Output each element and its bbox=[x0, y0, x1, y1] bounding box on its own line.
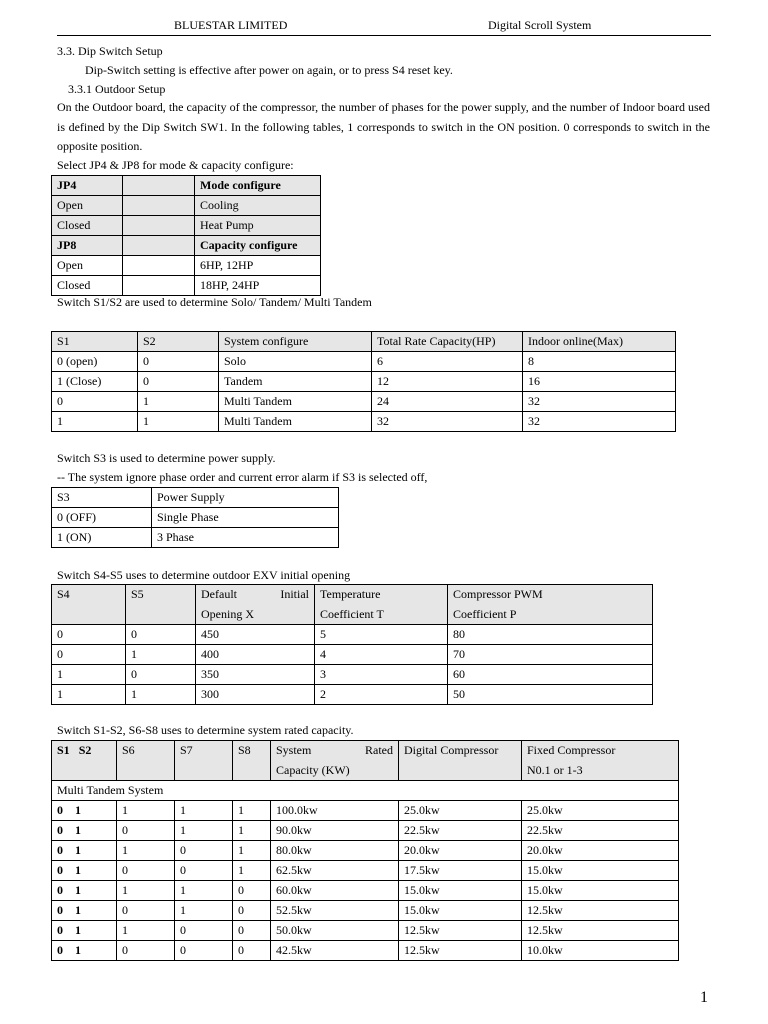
column-header: S3 bbox=[52, 488, 152, 508]
page-number: 1 bbox=[700, 989, 708, 1006]
table-row bbox=[52, 392, 676, 412]
table-cell: 1 (ON) bbox=[52, 528, 152, 548]
table-cell: Capacity configure bbox=[195, 236, 321, 256]
table-cell: 1 bbox=[117, 921, 175, 941]
table-cell: 50.0kw bbox=[271, 921, 399, 941]
table-cell: 0 bbox=[117, 861, 175, 881]
s45-table-intro: Switch S4-S5 uses to determine outdoor EXV initial opening bbox=[57, 568, 351, 582]
table-cell: 18HP, 24HP bbox=[195, 276, 321, 296]
table-cell: 1 bbox=[233, 861, 271, 881]
table-cell: 0 bbox=[117, 901, 175, 921]
table-cell bbox=[123, 216, 195, 236]
table-row bbox=[52, 921, 679, 941]
table-cell: 52.5kw bbox=[271, 901, 399, 921]
table-cell: 0 bbox=[126, 665, 196, 685]
table-cell: 1 bbox=[138, 412, 219, 432]
column-header: Indoor online(Max) bbox=[523, 332, 676, 352]
column-header: Power Supply bbox=[152, 488, 339, 508]
table-cell: 0 bbox=[126, 625, 196, 645]
table-cell: 32 bbox=[372, 412, 523, 432]
table-cell: 0 1 bbox=[52, 801, 117, 821]
column-header: Default Initial Opening X bbox=[196, 585, 315, 625]
table-cell: 0 bbox=[175, 841, 233, 861]
table-cell: 15.0kw bbox=[399, 881, 522, 901]
table-cell bbox=[123, 256, 195, 276]
table-row bbox=[52, 801, 679, 821]
exv-opening-table bbox=[51, 584, 653, 705]
rated-capacity-table bbox=[51, 740, 679, 961]
table-cell: 0 bbox=[52, 625, 126, 645]
table-cell: 1 bbox=[117, 881, 175, 901]
table-cell bbox=[123, 176, 195, 196]
table-cell: 0 bbox=[175, 861, 233, 881]
table-cell: 450 bbox=[196, 625, 315, 645]
table-cell: 17.5kw bbox=[399, 861, 522, 881]
table-cell: JP8 bbox=[52, 236, 123, 256]
column-header: S1 S2 bbox=[52, 741, 117, 781]
column-header: Fixed Compressor N0.1 or 1-3 bbox=[522, 741, 679, 781]
table-group-row bbox=[52, 781, 679, 801]
table-row bbox=[52, 821, 679, 841]
table-row bbox=[52, 196, 321, 216]
table-cell: 4 bbox=[315, 645, 448, 665]
table-cell: 5 bbox=[315, 625, 448, 645]
column-header: S1 bbox=[52, 332, 138, 352]
table-cell: 1 bbox=[126, 645, 196, 665]
table-cell: 1 bbox=[233, 821, 271, 841]
table-row bbox=[52, 372, 676, 392]
header-system: Digital Scroll System bbox=[488, 18, 592, 32]
table-cell: Open bbox=[52, 196, 123, 216]
table-cell: 15.0kw bbox=[522, 881, 679, 901]
header-company: BLUESTAR LIMITED bbox=[174, 18, 288, 32]
column-header: S4 bbox=[52, 585, 126, 625]
table-cell bbox=[123, 236, 195, 256]
intro-paragraph: On the Outdoor board, the capacity of the compressor, the number of phases for the power supply, and the number of Indoor board used is defined by the Dip Switch SW1. In the following tables, 1 corresponds to switch in the ON position. 0 corresponds to switch in the opposite position. bbox=[57, 100, 710, 153]
table-cell: Mode configure bbox=[195, 176, 321, 196]
jp-config-table bbox=[51, 175, 321, 296]
s68-table-intro: Switch S1-S2, S6-S8 uses to determine system rated capacity. bbox=[57, 723, 354, 737]
column-header: Total Rate Capacity(HP) bbox=[372, 332, 523, 352]
table-cell: 1 bbox=[175, 821, 233, 841]
group-label: Multi Tandem System bbox=[52, 781, 679, 801]
table-row bbox=[52, 508, 339, 528]
table-cell: 1 (Close) bbox=[52, 372, 138, 392]
table-cell: 8 bbox=[523, 352, 676, 372]
jp-table-intro: Select JP4 & JP8 for mode & capacity configure: bbox=[57, 158, 294, 172]
table-cell: 0 bbox=[175, 941, 233, 961]
table-row bbox=[52, 645, 653, 665]
s3-note: -- The system ignore phase order and current error alarm if S3 is selected off, bbox=[57, 470, 428, 484]
table-cell: Multi Tandem bbox=[219, 412, 372, 432]
table-row bbox=[52, 625, 653, 645]
table-cell: 1 bbox=[117, 801, 175, 821]
table-cell: 0 (OFF) bbox=[52, 508, 152, 528]
table-cell: 0 1 bbox=[52, 921, 117, 941]
table-cell: 60.0kw bbox=[271, 881, 399, 901]
column-header: S5 bbox=[126, 585, 196, 625]
table-header-row bbox=[52, 488, 339, 508]
subsection-title: 3.3.1 Outdoor Setup bbox=[68, 82, 166, 96]
table-cell: 3 bbox=[315, 665, 448, 685]
table-cell: Closed bbox=[52, 216, 123, 236]
table-cell: 6 bbox=[372, 352, 523, 372]
table-cell: 80 bbox=[448, 625, 653, 645]
table-cell: 0 bbox=[138, 352, 219, 372]
table-cell: 60 bbox=[448, 665, 653, 685]
column-header: S6 bbox=[117, 741, 175, 781]
table-cell: Tandem bbox=[219, 372, 372, 392]
table-cell: 0 bbox=[117, 821, 175, 841]
table-cell: 1 bbox=[126, 685, 196, 705]
table-cell: Solo bbox=[219, 352, 372, 372]
table-cell: 15.0kw bbox=[522, 861, 679, 881]
table-cell: 3 Phase bbox=[152, 528, 339, 548]
column-header: S7 bbox=[175, 741, 233, 781]
table-cell: 22.5kw bbox=[522, 821, 679, 841]
table-cell: 0 1 bbox=[52, 881, 117, 901]
s12-table-intro: Switch S1/S2 are used to determine Solo/ Tandem/ Multi Tandem bbox=[57, 295, 372, 309]
table-cell: 1 bbox=[233, 841, 271, 861]
table-row bbox=[52, 352, 676, 372]
table-cell: 0 bbox=[233, 901, 271, 921]
table-row bbox=[52, 881, 679, 901]
table-cell: 25.0kw bbox=[399, 801, 522, 821]
page-header bbox=[57, 16, 711, 36]
table-cell: Cooling bbox=[195, 196, 321, 216]
section-note: Dip-Switch setting is effective after power on again, or to press S4 reset key. bbox=[85, 63, 453, 77]
table-cell: 50 bbox=[448, 685, 653, 705]
table-cell: Multi Tandem bbox=[219, 392, 372, 412]
jp8-header-row bbox=[52, 236, 321, 256]
table-cell: 90.0kw bbox=[271, 821, 399, 841]
table-cell: 300 bbox=[196, 685, 315, 705]
table-cell: 25.0kw bbox=[522, 801, 679, 821]
table-row bbox=[52, 216, 321, 236]
table-cell: Single Phase bbox=[152, 508, 339, 528]
table-cell: 1 bbox=[52, 412, 138, 432]
table-cell: 1 bbox=[175, 801, 233, 821]
table-row bbox=[52, 841, 679, 861]
s3-table-intro: Switch S3 is used to determine power supply. bbox=[57, 451, 276, 465]
table-cell: 0 bbox=[138, 372, 219, 392]
table-cell: 0 bbox=[233, 881, 271, 901]
table-cell: 400 bbox=[196, 645, 315, 665]
column-header: S8 bbox=[233, 741, 271, 781]
table-cell: Open bbox=[52, 256, 123, 276]
table-cell: 1 bbox=[52, 665, 126, 685]
table-row bbox=[52, 941, 679, 961]
table-row bbox=[52, 412, 676, 432]
table-cell: 32 bbox=[523, 392, 676, 412]
table-row bbox=[52, 901, 679, 921]
table-cell: 12.5kw bbox=[399, 941, 522, 961]
table-cell: 0 bbox=[175, 921, 233, 941]
table-cell: 12 bbox=[372, 372, 523, 392]
table-cell: 20.0kw bbox=[399, 841, 522, 861]
table-cell: 12.5kw bbox=[522, 921, 679, 941]
table-row bbox=[52, 665, 653, 685]
table-cell: 80.0kw bbox=[271, 841, 399, 861]
table-cell: 100.0kw bbox=[271, 801, 399, 821]
table-row bbox=[52, 685, 653, 705]
table-cell: 1 bbox=[175, 881, 233, 901]
table-cell: 24 bbox=[372, 392, 523, 412]
column-header: Temperature Coefficient T bbox=[315, 585, 448, 625]
section-title: 3.3. Dip Switch Setup bbox=[57, 44, 163, 58]
table-cell: 0 bbox=[233, 921, 271, 941]
table-cell: 32 bbox=[523, 412, 676, 432]
system-configure-table bbox=[51, 331, 676, 432]
table-cell: 1 bbox=[52, 685, 126, 705]
table-cell: 0 1 bbox=[52, 861, 117, 881]
table-cell: 12.5kw bbox=[522, 901, 679, 921]
table-cell bbox=[123, 196, 195, 216]
table-header-row bbox=[52, 332, 676, 352]
table-row bbox=[52, 861, 679, 881]
table-cell: 15.0kw bbox=[399, 901, 522, 921]
column-header: Compressor PWM Coefficient P bbox=[448, 585, 653, 625]
table-header-row bbox=[52, 585, 653, 625]
table-cell: 0 1 bbox=[52, 941, 117, 961]
table-cell: JP4 bbox=[52, 176, 123, 196]
table-cell: 1 bbox=[138, 392, 219, 412]
jp4-header-row bbox=[52, 176, 321, 196]
table-cell: 350 bbox=[196, 665, 315, 685]
table-cell: 1 bbox=[233, 801, 271, 821]
table-cell: 0 1 bbox=[52, 821, 117, 841]
table-cell: 0 1 bbox=[52, 841, 117, 861]
table-cell: 2 bbox=[315, 685, 448, 705]
table-cell: 6HP, 12HP bbox=[195, 256, 321, 276]
table-cell: 1 bbox=[175, 901, 233, 921]
table-cell: 20.0kw bbox=[522, 841, 679, 861]
table-cell: Heat Pump bbox=[195, 216, 321, 236]
table-cell: 70 bbox=[448, 645, 653, 665]
table-cell: 22.5kw bbox=[399, 821, 522, 841]
table-cell: 42.5kw bbox=[271, 941, 399, 961]
column-header: System configure bbox=[219, 332, 372, 352]
table-cell: Closed bbox=[52, 276, 123, 296]
table-row bbox=[52, 256, 321, 276]
table-cell: 12.5kw bbox=[399, 921, 522, 941]
column-header: System Rated Capacity (KW) bbox=[271, 741, 399, 781]
table-cell: 16 bbox=[523, 372, 676, 392]
table-cell: 10.0kw bbox=[522, 941, 679, 961]
column-header: Digital Compressor bbox=[399, 741, 522, 781]
table-cell: 62.5kw bbox=[271, 861, 399, 881]
table-row bbox=[52, 528, 339, 548]
table-cell: 0 1 bbox=[52, 901, 117, 921]
power-supply-table bbox=[51, 487, 339, 548]
table-header-row bbox=[52, 741, 679, 781]
table-cell: 0 bbox=[52, 392, 138, 412]
column-header: S2 bbox=[138, 332, 219, 352]
table-cell: 0 bbox=[52, 645, 126, 665]
table-cell: 1 bbox=[117, 841, 175, 861]
table-cell: 0 bbox=[117, 941, 175, 961]
table-cell: 0 bbox=[233, 941, 271, 961]
table-cell: 0 (open) bbox=[52, 352, 138, 372]
